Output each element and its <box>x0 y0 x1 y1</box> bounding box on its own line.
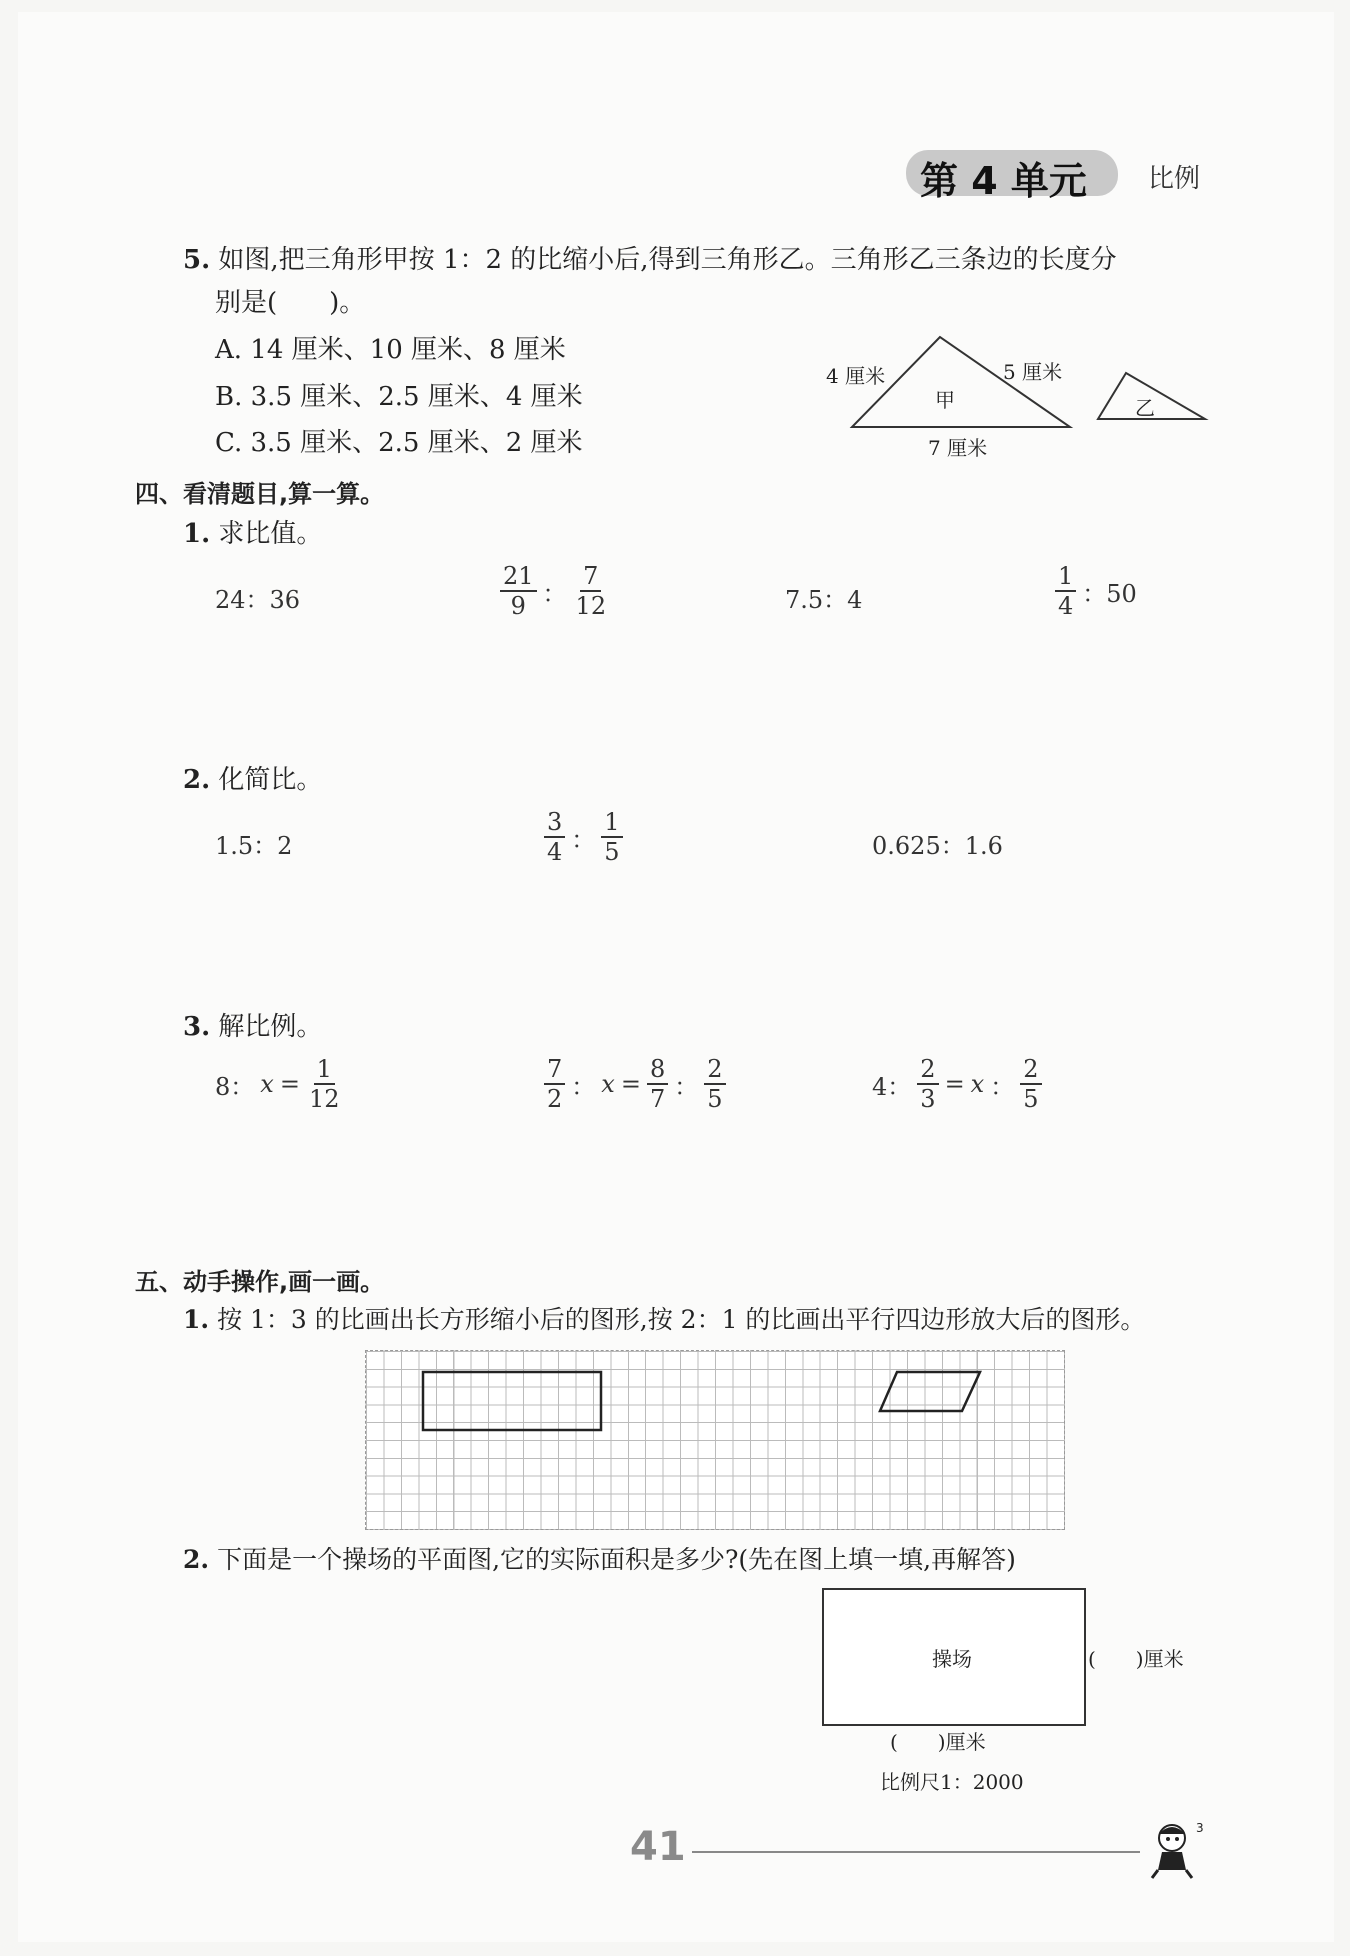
s4-p3-expr3 <box>872 1055 1042 1113</box>
variable-x: x <box>601 1070 615 1098</box>
variable-x: x <box>970 1070 985 1098</box>
q5-line1 <box>183 243 1117 277</box>
triangle-right-side-label: 5 厘米 <box>1003 360 1063 384</box>
s5-p1-line <box>183 1303 1145 1337</box>
playground-label: 操场 <box>932 1647 972 1671</box>
equals-sign: = <box>279 1070 300 1098</box>
variable-x: x <box>260 1070 274 1098</box>
frac-numerator: 7 <box>544 1055 565 1085</box>
frac-numerator: 21 <box>500 562 537 592</box>
frac-denominator: 5 <box>1023 1085 1039 1113</box>
svg-text:3: 3 <box>1196 1821 1204 1835</box>
q5-number: 5. <box>183 245 211 275</box>
s4-p3-heading <box>183 1010 322 1044</box>
s4-p1-number: 1. <box>183 519 211 549</box>
section4-title: 四、看清题目,算一算。 <box>135 480 385 508</box>
equals-sign: = <box>620 1070 641 1098</box>
grid-shapes <box>365 1350 1065 1530</box>
frac-numerator: 3 <box>544 808 565 838</box>
frac-numerator: 2 <box>704 1055 725 1085</box>
unit-subtitle: 比例 <box>1148 164 1201 194</box>
s4-p2-expr1: 1.5：2 <box>215 832 293 860</box>
ratio-sign: ： <box>990 1072 1015 1101</box>
ratio-rest: ：50 <box>1082 579 1137 608</box>
frac-denominator: 5 <box>604 838 620 866</box>
section5-title: 五、动手操作,画一画。 <box>135 1268 385 1296</box>
unit-title: 第 4 单元 <box>920 159 1087 203</box>
frac-denominator: 9 <box>510 592 526 620</box>
frac-numerator: 1 <box>601 808 622 838</box>
width-blank[interactable]: ( )厘米 <box>890 1730 986 1754</box>
q5-option-b: B. 3.5 厘米、2.5 厘米、4 厘米 <box>215 382 583 412</box>
frac-denominator: 5 <box>707 1085 723 1113</box>
frac-numerator: 2 <box>917 1055 938 1085</box>
q5-text-line1: 如图,把三角形甲按 1：2 的比缩小后,得到三角形乙。三角形乙三条边的长度分 <box>218 245 1117 275</box>
footer-rule <box>692 1851 1140 1853</box>
frac-numerator: 7 <box>580 562 601 592</box>
s4-p3-expr1 <box>215 1055 342 1113</box>
ratio-sign: ： <box>571 825 596 854</box>
s4-p3-number: 3. <box>183 1012 211 1042</box>
cartoon-boy-icon <box>1140 1818 1210 1882</box>
triangle-jia-label: 甲 <box>935 388 955 412</box>
frac-numerator: 8 <box>647 1055 668 1085</box>
s4-p1-title: 求比值。 <box>218 519 323 549</box>
s4-p3-title: 解比例。 <box>218 1012 323 1042</box>
s4-p1-heading <box>183 517 322 551</box>
frac-numerator: 1 <box>314 1055 335 1085</box>
s4-p3-expr2 <box>544 1055 726 1113</box>
q5-text-line2: 别是( )。 <box>215 288 366 318</box>
s4-p1-expr2 <box>500 562 609 620</box>
triangle-left-side-label: 4 厘米 <box>826 364 886 388</box>
s4-p2-number: 2. <box>183 765 211 795</box>
ratio-left: 4： <box>872 1072 912 1101</box>
frac-denominator: 4 <box>1058 592 1074 620</box>
s4-p2-title: 化简比。 <box>218 765 323 795</box>
equals-sign: = <box>944 1070 965 1098</box>
frac-numerator: 1 <box>1055 562 1076 592</box>
height-blank[interactable]: ( )厘米 <box>1088 1647 1184 1671</box>
frac-denominator: 2 <box>547 1085 563 1113</box>
ratio-sign: ： <box>674 1072 699 1101</box>
page-number: 41 <box>630 1824 686 1870</box>
triangle-yi-label: 乙 <box>1135 396 1155 420</box>
s4-p1-expr1: 24：36 <box>215 586 301 614</box>
s5-p2-line <box>183 1543 1016 1577</box>
s4-p1-expr4 <box>1055 562 1137 620</box>
ratio-sign: ： <box>542 579 567 608</box>
frac-denominator: 7 <box>649 1085 666 1113</box>
frac-denominator: 12 <box>575 592 607 620</box>
s5-p2-number: 2. <box>183 1545 210 1574</box>
parallelogram-shape <box>880 1372 980 1411</box>
rectangle-shape <box>423 1372 601 1430</box>
ratio-left: 8： <box>215 1072 255 1101</box>
s4-p2-expr2 <box>544 808 623 866</box>
s4-p1-expr3: 7.5：4 <box>785 586 863 614</box>
s5-p1-number: 1. <box>183 1305 210 1334</box>
triangle-bottom-side-label: 7 厘米 <box>928 436 988 460</box>
ratio-sign: ： <box>571 1072 596 1101</box>
frac-denominator: 12 <box>308 1085 340 1113</box>
s5-p1-text: 按 1：3 的比画出长方形缩小后的图形,按 2：1 的比画出平行四边形放大后的图形。 <box>217 1305 1146 1334</box>
frac-denominator: 4 <box>547 838 563 866</box>
frac-denominator: 3 <box>920 1085 936 1113</box>
s4-p2-heading <box>183 763 322 797</box>
q5-option-c: C. 3.5 厘米、2.5 厘米、2 厘米 <box>215 428 583 458</box>
scale-label: 比例尺1：2000 <box>880 1770 1024 1794</box>
triangle-figure <box>810 325 1220 465</box>
q5-option-a: A. 14 厘米、10 厘米、8 厘米 <box>215 335 566 365</box>
s5-p2-text: 下面是一个操场的平面图,它的实际面积是多少?(先在图上填一填,再解答) <box>217 1545 1016 1574</box>
s4-p2-expr3: 0.625：1.6 <box>872 832 1003 860</box>
frac-numerator: 2 <box>1020 1055 1041 1085</box>
